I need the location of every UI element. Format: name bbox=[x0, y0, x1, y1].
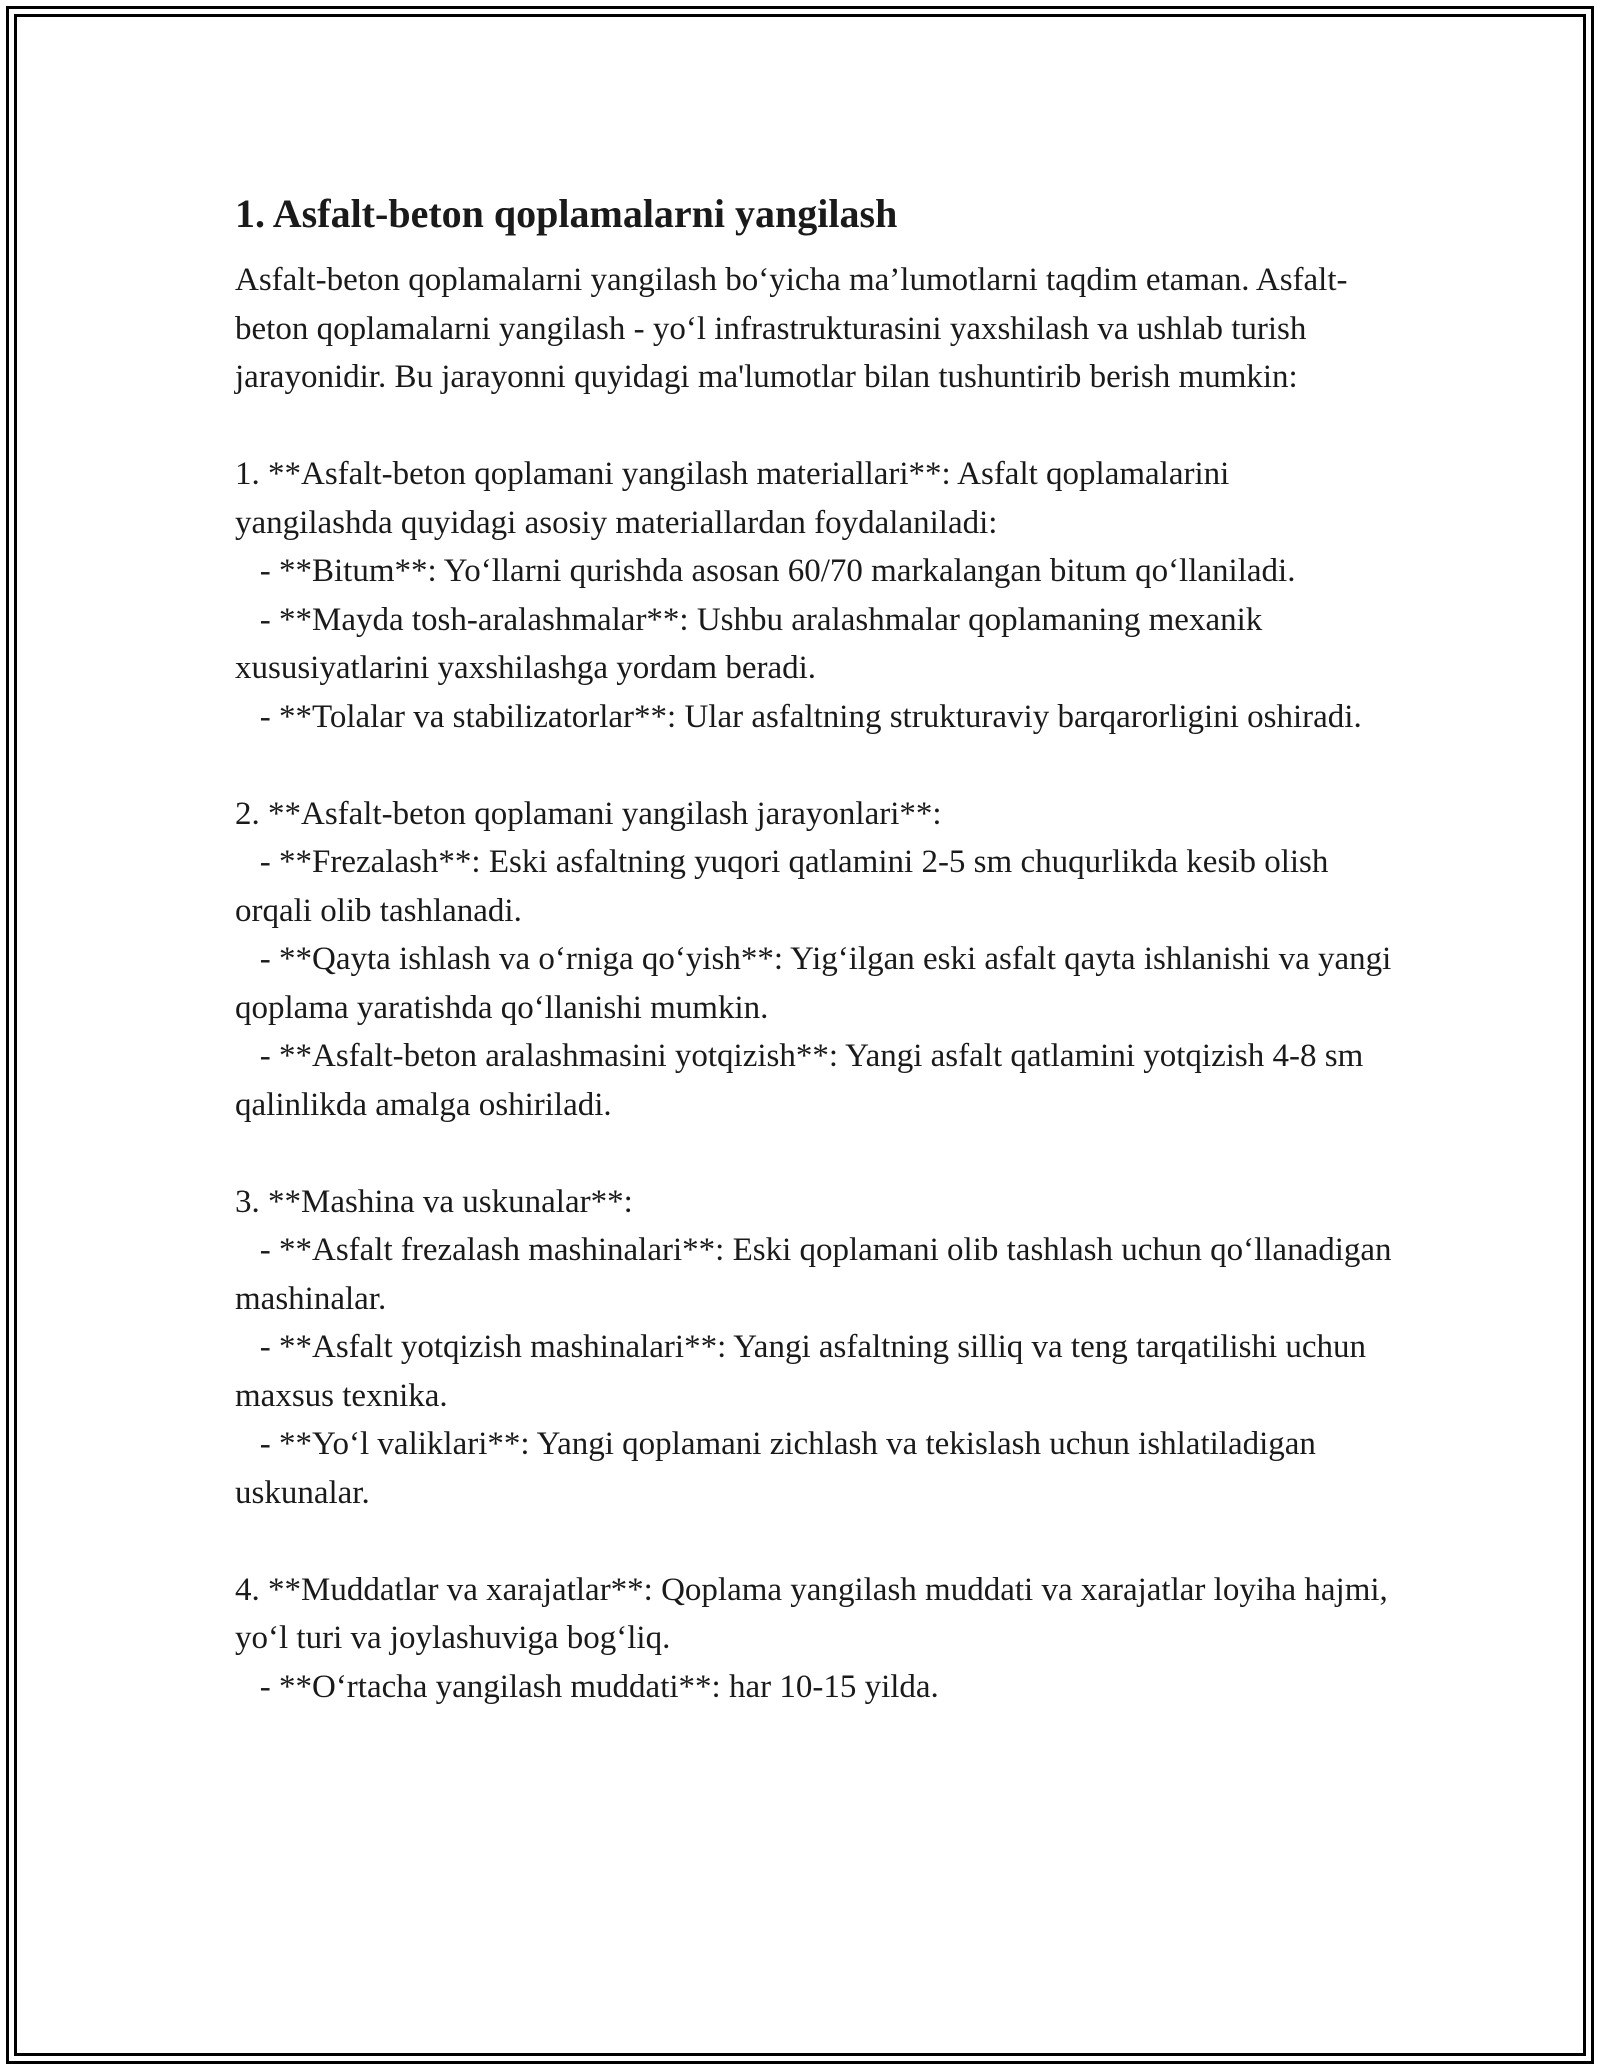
section-heading: 2. **Asfalt-beton qoplamani yangilash jarayonlari**: bbox=[235, 795, 942, 832]
list-item: - **Tolalar va stabilizatorlar**: Ular asfaltning strukturaviy barqarorligini oshiradi. bbox=[235, 698, 1362, 735]
section-processes bbox=[235, 790, 1400, 1130]
list-item: - **Asfalt frezalash mashinalari**: Eski qoplamani olib tashlash uchun qo‘llanadigan mashinalar. bbox=[235, 1232, 1400, 1317]
list-item: - **Yo‘l valiklari**: Yangi qoplamani zichlash va tekislash uchun ishlatiladigan uskunalar. bbox=[235, 1426, 1325, 1511]
list-item: - **Mayda tosh-aralashmalar**: Ushbu aralashmalar qoplamaning mexanik xususiyatlarini yaxshilashga yordam beradi. bbox=[235, 601, 1271, 686]
document-title: 1. Asfalt-beton qoplamalarni yangilash bbox=[235, 191, 898, 236]
list-item: - **Asfalt yotqizish mashinalari**: Yangi asfaltning silliq va teng tarqatilishi uchun maxsus texnika. bbox=[235, 1329, 1375, 1414]
list-item: - **Frezalash**: Eski asfaltning yuqori qatlamini 2-5 sm chuqurlikda kesib olish orqali olib tashlanadi. bbox=[235, 844, 1337, 929]
section-heading: 3. **Mashina va uskunalar**: bbox=[235, 1183, 633, 1220]
section-heading: 1. **Asfalt-beton qoplamani yangilash materiallari**: Asfalt qoplamalarini yangilashda quyidagi asosiy materiallardan foydalaniladi: bbox=[235, 456, 1238, 541]
section-heading: 4. **Muddatlar va xarajatlar**: Qoplama yangilash muddati va xarajatlar loyiha hajmi, yo‘l turi va joylashuviga bog‘liq. bbox=[235, 1571, 1397, 1656]
section-timing-costs bbox=[235, 1566, 1395, 1712]
list-item: - **Bitum**: Yo‘llarni qurishda asosan 60/70 markalangan bitum qo‘llaniladi. bbox=[235, 553, 1296, 589]
section-machinery bbox=[235, 1178, 1400, 1518]
section-materials bbox=[235, 450, 1395, 741]
intro-paragraph: Asfalt-beton qoplamalarni yangilash bo‘yicha ma’lumotlarni taqdim etaman. Asfalt-beton qoplamalarni yangilash - yo‘l infrastrukturasini yaxshilash va ushlab turish jarayonidir. Bu jarayonni quyidagi ma'lumotlar bilan tushuntirib berish mumkin: bbox=[235, 262, 1348, 395]
list-item: - **Asfalt-beton aralashmasini yotqizish**: Yangi asfalt qatlamini yotqizish 4-8 sm qalinlikda amalga oshiriladi. bbox=[235, 1038, 1372, 1123]
list-item: - **Qayta ishlash va o‘rniga qo‘yish**: Yig‘ilgan eski asfalt qayta ishlanishi va yangi qoplama yaratishda qo‘llanishi mumkin. bbox=[235, 941, 1400, 1026]
document-body bbox=[235, 186, 1400, 1711]
list-item: - **O‘rtacha yangilash muddati**: har 10-15 yilda. bbox=[235, 1668, 939, 1705]
